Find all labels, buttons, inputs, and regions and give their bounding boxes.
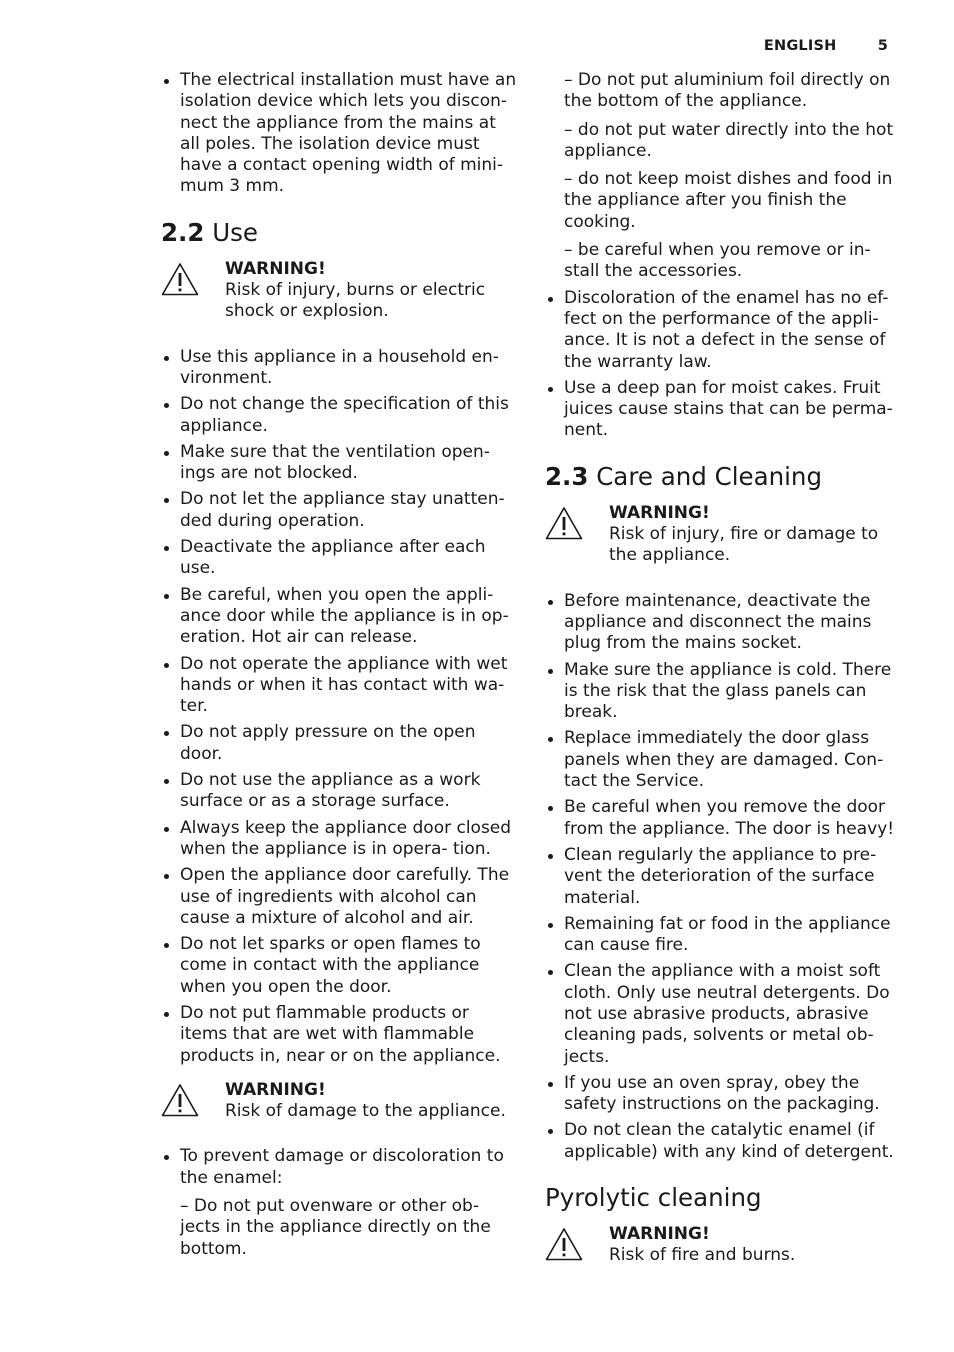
dash-item: – do not put water directly into the hot appliance. [564,119,894,161]
list-item: Always keep the appliance door closed when the appliance is in opera- tion. [161,818,521,861]
warning-title: WARNING! [609,1224,710,1245]
warning-title: WARNING! [609,502,710,523]
list-item: Remaining fat or food in the appliance can cause fire. [545,914,903,957]
list-item: Before maintenance, deactivate the appliance and disconnect the mains plug from the mains socket. [545,591,903,655]
list-item: Deactivate the appliance after each use. [161,537,521,580]
section-heading-pyrolytic: Pyrolytic cleaning [545,1183,762,1213]
list-item: Replace immediately the door glass panels when they are damaged. Con- tact the Service. [545,728,903,792]
list-item: Do not clean the catalytic enamel (if applicable) with any kind of detergent. [545,1120,903,1163]
warning-title: WARNING! [225,1079,326,1100]
dash-item: – do not keep moist dishes and food in the appliance after you finish the cooking. [564,169,893,232]
list-item: Be careful when you remove the door from the appliance. The door is heavy! [545,797,903,840]
use-list [161,347,521,1067]
section-title: Care and Cleaning [596,461,823,491]
list-item: To prevent damage or discoloration to the enamel: [161,1146,521,1189]
dash-item: – be careful when you remove or in- stall the accessories. [564,240,871,282]
warning-triangle-icon [545,1227,583,1261]
warning-block [161,259,521,323]
warning-triangle-icon [545,506,583,540]
section-heading-care [545,462,903,492]
enamel-list [161,1146,521,1189]
list-item: Do not use the appliance as a work surface or as a storage surface. [161,770,521,813]
list-item: If you use an oven spray, obey the safety instructions on the packaging. [545,1073,903,1116]
warning-triangle-icon [161,1083,199,1117]
enamel-notes-list [545,288,903,442]
list-item: Do not let the appliance stay unatten- ded during operation. [161,489,521,532]
list-item: Do not operate the appliance with wet hands or when it has contact with wa- ter. [161,654,521,718]
right-column [545,70,903,1267]
list-item: Do not apply pressure on the open door. [161,722,521,765]
left-column [161,70,521,1267]
list-item: Use this appliance in a household en- vironment. [161,347,521,390]
section-heading-use [161,218,521,248]
warning-title: WARNING! [225,258,326,279]
list-item: Make sure the appliance is cold. There is the risk that the glass panels can break. [545,660,903,724]
intro-list [161,70,521,198]
section-number: 2.2 [161,217,205,247]
list-item: Clean the appliance with a moist soft cloth. Only use neutral detergents. Do not use abrasive products, abrasive cleaning pads, solvents or metal ob- jects. [545,961,903,1067]
dash-item: – Do not put ovenware or other ob- jects in the appliance directly on the bottom. [180,1196,491,1259]
list-item: The electrical installation must have an isolation device which lets you discon- nect the appliance from the mains at all poles. The isolation device must have a contact opening width of mini- mum 3 mm. [161,70,521,198]
list-item: Open the appliance door carefully. The use of ingredients with alcohol can cause a mixture of alcohol and air. [161,865,521,929]
warning-block [545,503,903,567]
list-item: Discoloration of the enamel has no ef- fect on the performance of the appli- ance. It is not a defect in the sense of the warranty law. [545,288,903,373]
warning-text: Risk of injury, burns or electric shock or explosion. [225,280,486,322]
list-item: Use a deep pan for moist cakes. Fruit juices cause stains that can be perma- nent. [545,378,903,442]
list-item: Clean regularly the appliance to pre- vent the deterioration of the surface material. [545,845,903,909]
care-list [545,591,903,1163]
section-number: 2.3 [545,461,589,491]
page-number: 5 [877,38,888,54]
language-label: ENGLISH [763,38,837,54]
page-header [764,38,888,54]
warning-triangle-icon [161,262,199,296]
list-item: Do not change the specification of this appliance. [161,394,521,437]
warning-text: Risk of damage to the appliance. [225,1101,506,1122]
warning-block [161,1080,521,1123]
list-item: Do not put flammable products or items that are wet with flammable products in, near or on the appliance. [161,1003,521,1067]
warning-text: Risk of fire and burns. [609,1245,796,1266]
list-item: Be careful, when you open the appli- ance door while the appliance is in op- eration. Hot air can release. [161,585,521,649]
warning-block [545,1224,903,1267]
warning-text: Risk of injury, fire or damage to the appliance. [609,524,879,566]
list-item: Make sure that the ventilation open- ings are not blocked. [161,442,521,485]
section-title: Use [212,217,258,247]
dash-item: – Do not put aluminium foil directly on the bottom of the appliance. [564,70,891,112]
list-item: Do not let sparks or open flames to come in contact with the appliance when you open the door. [161,934,521,998]
